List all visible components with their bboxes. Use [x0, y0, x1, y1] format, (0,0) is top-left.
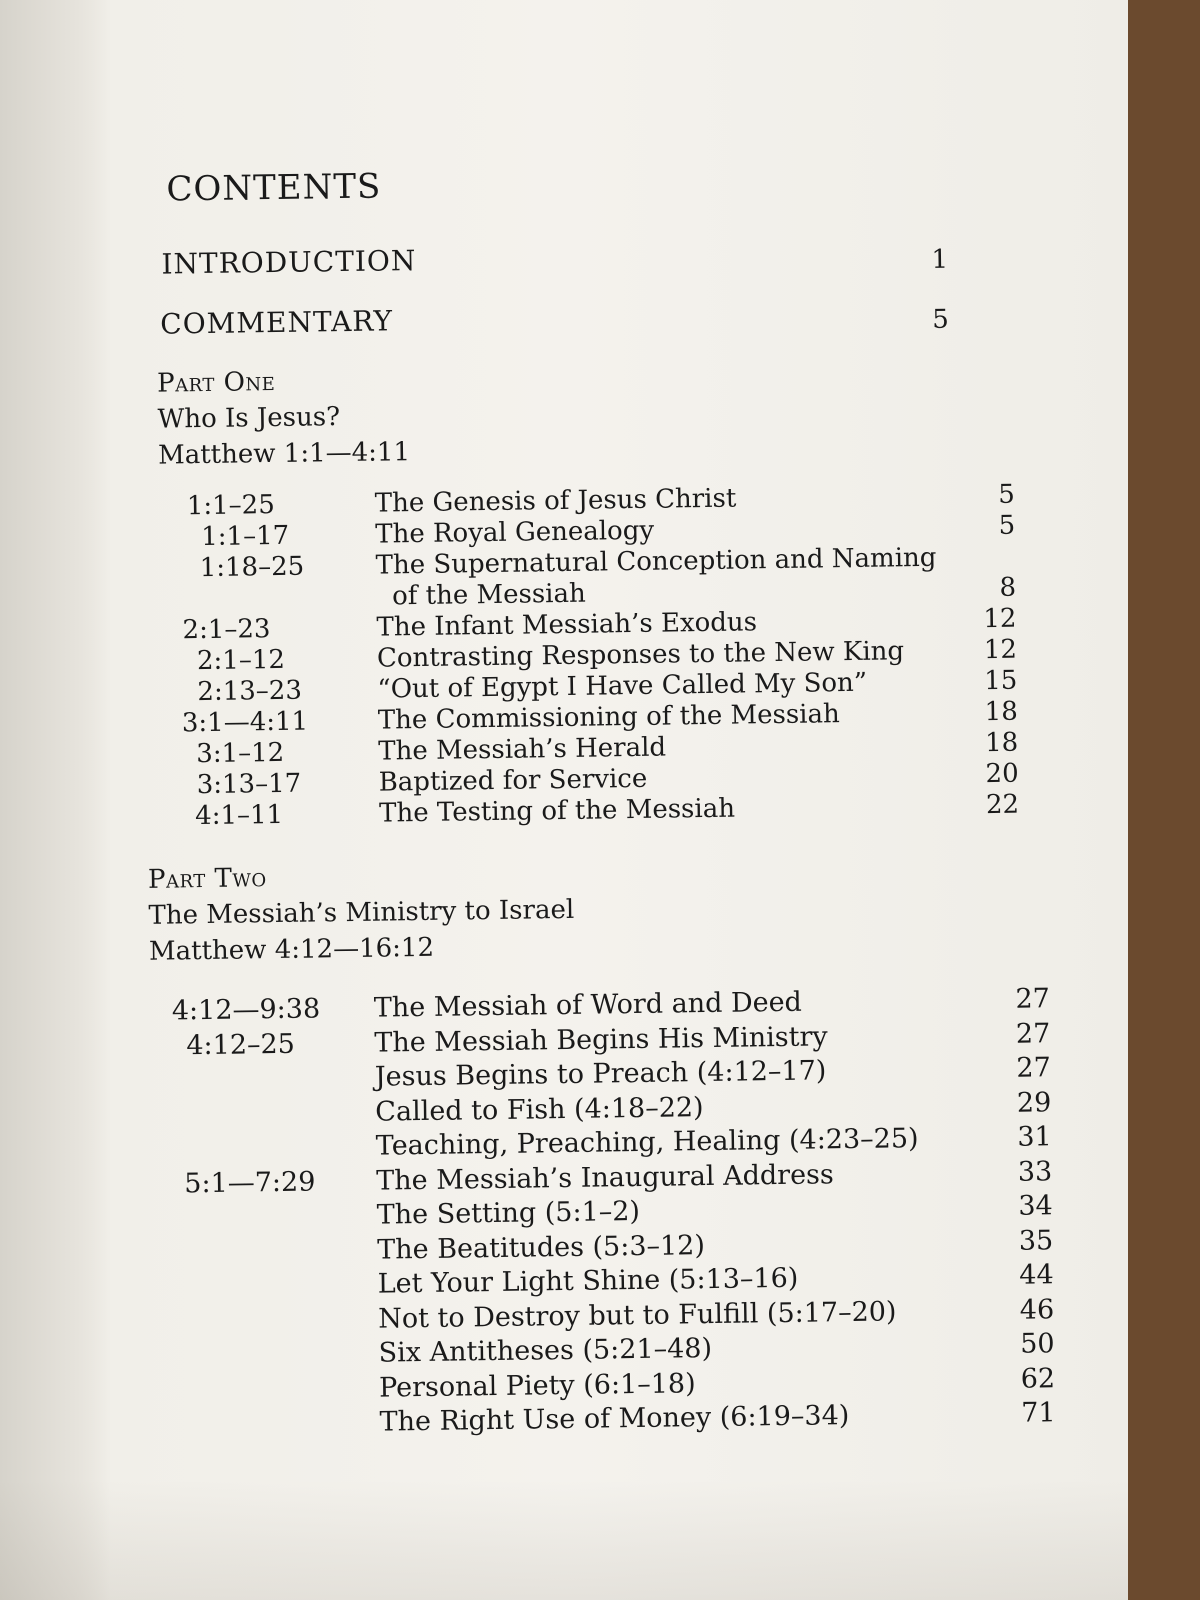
- toc-entry-title: The Setting (5:1–2): [376, 1195, 641, 1231]
- toc-entry-page: 22: [985, 789, 1020, 821]
- toc-entry-page: 62: [1020, 1362, 1056, 1395]
- toc-entry-page: 18: [984, 727, 1019, 759]
- toc-entry-ref: 3:1–12: [196, 737, 285, 770]
- toc-entry-title: of the Messiah: [391, 578, 586, 612]
- part-two-heading: Part Two: [147, 863, 267, 895]
- toc-entry-page: 34: [1018, 1190, 1053, 1222]
- toc-entry-title: Contrasting Responses to the New King: [376, 636, 905, 674]
- part-one-range: Matthew 1:1—4:11: [157, 437, 411, 471]
- toc-entry-page: 31: [1017, 1121, 1052, 1153]
- toc-entry-title: The Messiah of Word and Deed: [373, 986, 803, 1024]
- page-shadow: [0, 1480, 1128, 1600]
- toc-entry-ref: 1:1–25: [186, 490, 275, 522]
- part-one-heading: Part One: [156, 366, 276, 399]
- toc-entry-title: The Messiah’s Inaugural Address: [376, 1158, 834, 1197]
- toc-entry-ref: 2:13–23: [197, 675, 303, 708]
- toc-entry-page: 33: [1017, 1155, 1053, 1188]
- toc-entry-ref: 2:1–12: [196, 644, 286, 677]
- toc-entry-title: The Right Use of Money (6:19–34): [379, 1400, 850, 1438]
- toc-entry-title: Six Antitheses (5:21–48): [378, 1332, 713, 1369]
- toc-entry-page: 46: [1019, 1293, 1055, 1326]
- toc-entry-ref: 3:1—4:11: [181, 706, 309, 739]
- toc-entry-page: 29: [1016, 1086, 1052, 1119]
- toc-entry-ref: 4:12–25: [186, 1028, 296, 1061]
- toc-entry-page: 27: [1015, 1017, 1051, 1050]
- part-two-range: Matthew 4:12—16:12: [148, 932, 435, 967]
- toc-entry-title: Teaching, Preaching, Healing (4:23–25): [375, 1123, 919, 1162]
- toc-entry-ref: 5:1—7:29: [184, 1166, 316, 1199]
- toc-entry-page: 5: [998, 479, 1015, 510]
- toc-commentary-page: 5: [932, 304, 950, 335]
- toc-entry-page: 27: [1015, 983, 1051, 1015]
- toc-entry-page: 71: [1021, 1397, 1056, 1429]
- toc-entry-page: 15: [984, 665, 1018, 697]
- toc-entry-title: The Royal Genealogy: [375, 515, 655, 550]
- toc-entry-title: “Out of Egypt I Have Called My Son”: [377, 667, 868, 705]
- part-one-subtitle: Who Is Jesus?: [157, 402, 341, 435]
- toc-entry-ref: 4:12—9:38: [171, 993, 321, 1027]
- toc-entry-page: 12: [983, 634, 1018, 666]
- toc-entry-title: Jesus Begins to Preach (4:12–17): [374, 1055, 827, 1093]
- toc-entry-title: The Infant Messiah’s Exodus: [376, 607, 758, 643]
- toc-entry-title: The Messiah’s Herald: [378, 732, 667, 767]
- toc-entry-ref: 1:18–25: [199, 551, 305, 584]
- toc-entry-title: The Messiah Begins His Ministry: [374, 1020, 828, 1059]
- part-two-header: [148, 856, 575, 970]
- toc-entry-title: The Genesis of Jesus Christ: [374, 483, 737, 519]
- part-two-subtitle: The Messiah’s Ministry to Israel: [148, 894, 575, 931]
- toc-entry-page: 18: [984, 696, 1018, 728]
- part-one-entries: [135, 479, 1060, 833]
- toc-entry-page: 12: [983, 603, 1017, 635]
- toc-entry-title: The Commissioning of the Messiah: [377, 699, 840, 736]
- toc-entry-page: 35: [1018, 1224, 1054, 1257]
- toc-entry-title: Personal Piety (6:1–18): [378, 1367, 696, 1404]
- page-gutter: [0, 0, 110, 1600]
- toc-entry-ref: 4:1–11: [194, 799, 284, 832]
- toc-commentary-label: COMMENTARY: [160, 304, 394, 341]
- part-two-entries: [142, 983, 1068, 1444]
- toc-entry-title: The Testing of the Messiah: [378, 793, 736, 829]
- part-one-header: [157, 362, 410, 474]
- toc-introduction-page: 1: [931, 244, 949, 275]
- toc-entry-title: Not to Destroy but to Fulfill (5:17–20): [377, 1295, 897, 1335]
- toc-entry-page: 44: [1019, 1259, 1054, 1291]
- toc-entry-page: 5: [998, 510, 1016, 541]
- toc-entry-title: The Beatitudes (5:3–12): [377, 1229, 706, 1266]
- toc-entry-ref: 3:13–17: [196, 768, 302, 801]
- toc-entry-ref: 2:1–23: [182, 614, 271, 646]
- toc-entry-title: Called to Fish (4:18–22): [375, 1091, 704, 1128]
- toc-entry-page: 27: [1016, 1052, 1051, 1084]
- toc-entry-ref: 1:1–17: [201, 520, 290, 553]
- toc-entry-title: Baptized for Service: [378, 763, 648, 798]
- toc-entry-page: 8: [999, 572, 1017, 603]
- table-of-contents: [130, 147, 1056, 1438]
- toc-introduction-label: INTRODUCTION: [161, 244, 417, 281]
- page-title: CONTENTS: [166, 166, 382, 210]
- toc-entry-page: 50: [1020, 1328, 1055, 1360]
- toc-entry-page: 20: [985, 758, 1019, 790]
- toc-entry-title: Let Your Light Shine (5:13–16): [377, 1262, 799, 1300]
- toc-entry-title: The Supernatural Conception and Naming: [375, 542, 937, 581]
